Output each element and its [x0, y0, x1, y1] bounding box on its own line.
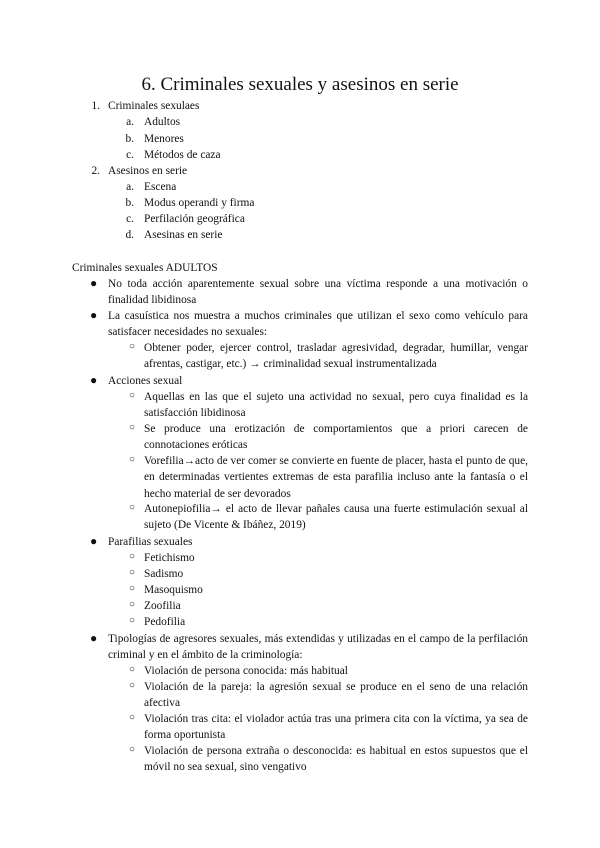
- section-heading: Criminales sexuales ADULTOS: [72, 262, 218, 274]
- sub-bullet-circle: ○: [129, 599, 136, 610]
- sub-bullet-item: Zoofilia: [144, 600, 181, 612]
- list-marker: c.: [126, 149, 134, 161]
- outline-subitem-2d: [120, 227, 520, 243]
- sub-bullet-item: Vorefilia→acto de ver comer se convierte en fuente de placer, hasta el punto de que, en determinadas vertientes extremas de esta parafilia incluso ante la fantasía o el hecho material de ser devorados: [144, 455, 528, 500]
- list-marker: c.: [126, 213, 134, 225]
- outline-subitem-2b: [120, 195, 520, 211]
- bullet-dot: ●: [90, 276, 98, 290]
- sub-bullet-item: Pedofilia: [144, 616, 186, 628]
- sub-bullet-item: Violación de la pareja: la agresión sexual se produce en el seno de una relación afectiva: [144, 681, 528, 710]
- outline-subitem-text: Adultos: [144, 116, 181, 128]
- sub-bullet-circle: ○: [129, 712, 136, 723]
- outline-item-text: Criminales sexulaes: [108, 100, 200, 112]
- sub-bullet-item: Se produce una erotización de comportamientos que a priori carecen de connotaciones eróticas: [144, 423, 528, 452]
- outline-item-1: [84, 98, 524, 114]
- sub-bullet-item: Violación de persona extraña o desconocida: es habitual en estos supuestos que el móvil no sea sexual, sino vengativo: [144, 745, 528, 774]
- sub-bullet-circle: ○: [129, 454, 136, 465]
- outline-subitem-text: Menores: [144, 133, 184, 145]
- sub-bullet-item: Aquellas en las que el sujeto una actividad no sexual, pero cuya finalidad es la satisfacción libidinosa: [144, 391, 528, 420]
- list-marker: 1.: [91, 100, 100, 112]
- sub-bullet-item: Violación de persona conocida: más habitual: [144, 665, 348, 677]
- list-marker: a.: [126, 116, 134, 128]
- outline-item-2: [84, 163, 524, 179]
- bullet-dot: ●: [90, 534, 98, 548]
- sub-bullet-circle: ○: [129, 664, 136, 675]
- outline-subitem-2c: [120, 211, 520, 227]
- sub-bullet-item: Sadismo: [144, 568, 184, 580]
- sub-bullet-circle: ○: [129, 680, 136, 691]
- bullet-item: Tipologías de agresores sexuales, más extendidas y utilizadas en el campo de la perfilación criminal y en el ámbito de la criminología:: [108, 633, 528, 662]
- bullet-dot: ●: [90, 308, 98, 322]
- list-marker: a.: [126, 181, 134, 193]
- sub-bullet-item: Masoquismo: [144, 584, 203, 596]
- outline-subitem-text: Escena: [144, 181, 177, 193]
- bullet-item: Acciones sexual: [108, 375, 183, 387]
- bullet-dot: ●: [90, 373, 98, 387]
- bullet-item: No toda acción aparentemente sexual sobre una víctima responde a una motivación o finalidad libidinosa: [108, 278, 528, 307]
- sub-bullet-circle: ○: [129, 341, 136, 352]
- sub-bullet-circle: ○: [129, 615, 136, 626]
- sub-bullet-circle: ○: [129, 583, 136, 594]
- sub-bullet-circle: ○: [129, 744, 136, 755]
- sub-bullet-circle: ○: [129, 502, 136, 513]
- outline-subitem-text: Modus operandi y firma: [144, 197, 255, 209]
- sub-bullet-circle: ○: [129, 551, 136, 562]
- outline-subitem-text: Métodos de caza: [144, 149, 221, 161]
- outline-subitem-2a: [120, 179, 520, 195]
- bullet-dot: ●: [90, 631, 98, 645]
- outline-subitem-1a: [120, 114, 520, 130]
- sub-bullet-item: Violación tras cita: el violador actúa tras una primera cita con la víctima, ya sea de forma oportunista: [144, 713, 528, 742]
- page-title: 6. Criminales sexuales y asesinos en serie: [141, 74, 459, 95]
- sub-bullet-circle: ○: [129, 567, 136, 578]
- list-marker: b.: [125, 197, 134, 209]
- bullet-item: Parafilias sexuales: [108, 536, 193, 548]
- outline-subitem-text: Asesinas en serie: [144, 229, 223, 241]
- sub-bullet-circle: ○: [129, 390, 136, 401]
- sub-bullet-circle: ○: [129, 422, 136, 433]
- list-marker: d.: [125, 229, 134, 241]
- outline-subitem-1b: [120, 131, 520, 147]
- outline-item-text: Asesinos en serie: [108, 165, 188, 177]
- outline-subitem-1c: [120, 147, 520, 163]
- sub-bullet-item: Obtener poder, ejercer control, trasladar agresividad, degradar, humillar, vengar afrentas, castigar, etc.) → criminalidad sexual instrumentalizada: [144, 342, 528, 371]
- outline-subitem-text: Perfilación geográfica: [144, 213, 245, 225]
- list-marker: b.: [125, 133, 134, 145]
- sub-bullet-item: Fetichismo: [144, 552, 195, 564]
- list-marker: 2.: [91, 165, 100, 177]
- bullet-item: La casuística nos muestra a muchos criminales que utilizan el sexo como vehículo para satisfacer necesidades no sexuales:: [108, 310, 528, 339]
- sub-bullet-item: Autonepiofilia→ el acto de llevar pañales causa una fuerte estimulación sexual al sujeto (De Vicente & Ibáñez, 2019): [144, 503, 528, 532]
